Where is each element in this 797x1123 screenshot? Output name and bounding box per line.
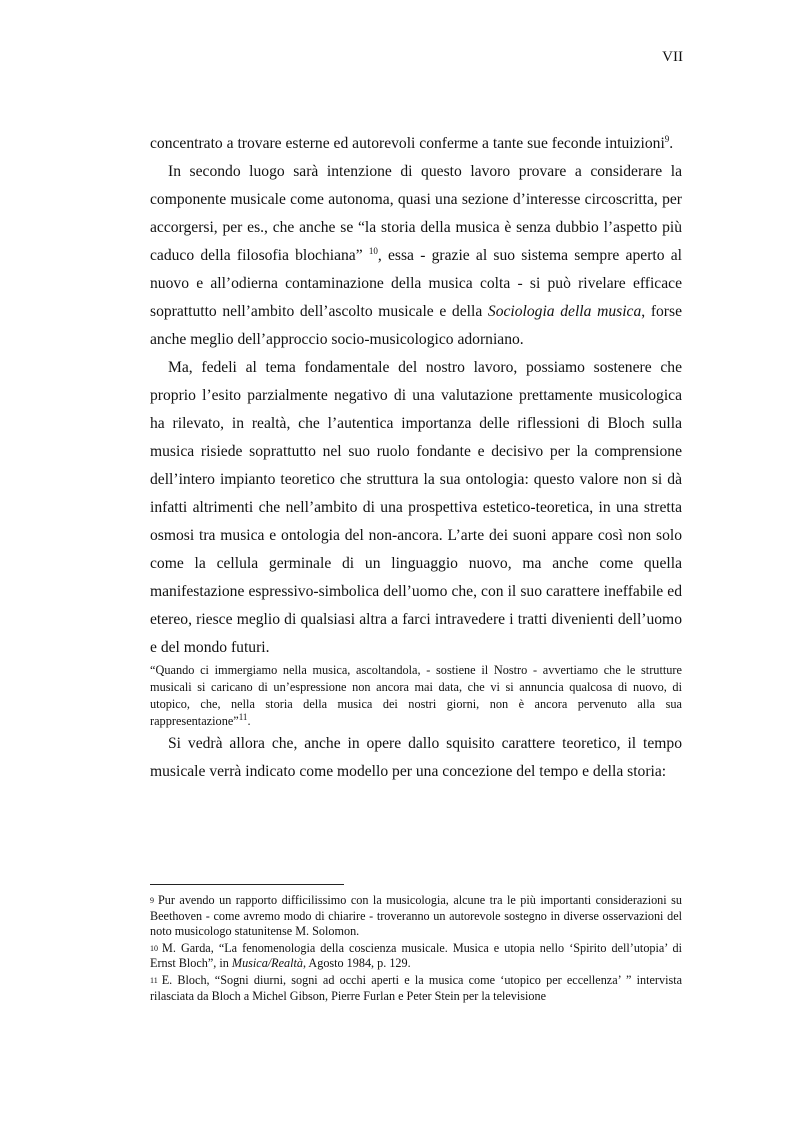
footnote-ref-10: 10	[368, 245, 378, 256]
footnote-divider	[150, 884, 344, 885]
page-number: VII	[662, 49, 683, 65]
footnote-10	[150, 941, 682, 972]
footnote-11-number: 11	[150, 975, 158, 985]
paragraph-1-end: .	[669, 135, 674, 152]
footnote-9-text: Pur avendo un rapporto difficilissimo con la musicologia, alcune tra le più importanti considerazioni su Beethoven - come avremo modo di chiarire - troveranno un autorevole sostegno in diverse osservazioni del noto musicologo statunitense M. Solomon.	[150, 893, 682, 939]
block-quote	[150, 662, 682, 730]
paragraph-1	[150, 130, 682, 158]
paragraph-3: Ma, fedeli al tema fondamentale del nostro lavoro, possiamo sostenere che proprio l’esito parzialmente negativo di una valutazione prettamente musicologica ha rilevato, in realtà, che l’autentica importanza delle riflessioni di Bloch sulla musica risiede soprattutto nel suo ruolo fondante e decisivo per la comprensione dell’intero impianto teoretico che struttura la sua ontologia: questo valore non si dà infatti altrimenti che nell’ambito di una prospettiva estetico-teoretica, in una stretta osmosi tra musica e ontologia del non-ancora. L’arte dei suoni appare così non solo come la cellula germinale di un linguaggio nuovo, ma anche come quella manifestazione espressivo-simbolica dell’uomo che, con il suo carattere ineffabile ed etereo, riesce meglio di qualsiasi altra a farci intravedere i tratti divenienti dell’uomo e del mondo futuri.	[150, 359, 682, 656]
footnotes	[150, 893, 682, 1005]
block-quote-end: .	[247, 714, 251, 728]
paragraph-2	[150, 158, 682, 354]
footnote-ref-9: 9	[664, 133, 670, 144]
main-text	[150, 130, 682, 786]
paragraph-2-text-c: , forse anche meglio dell’approccio socio-musicologico adorniano.	[150, 303, 682, 348]
paragraph-4: Si vedrà allora che, anche in opere dallo squisito carattere teoretico, il tempo musicale verrà indicato come modello per una concezione del tempo e della storia:	[150, 735, 682, 780]
footnote-9-number: 9	[150, 896, 154, 905]
footnote-ref-11: 11	[238, 711, 248, 722]
paragraph-2-italic-title: Sociologia della musica	[487, 303, 642, 320]
footnote-11	[150, 973, 682, 1004]
footnote-10-text-a: M. Garda, “La fenomenologia della coscienza musicale. Musica e utopia nello ‘Spirito dell’utopia’ di Ernst Bloch”, in	[150, 940, 682, 971]
paragraph-1-text: concentrato a trovare esterne ed autorevoli conferme a tante sue feconde intuizioni	[150, 135, 665, 152]
block-quote-text: “Quando ci immergiamo nella musica, ascoltandola, - sostiene il Nostro - avvertiamo che le strutture musicali si caricano di un’espressione non ancora mai data, che vi si annuncia qualcosa di nuovo, di utopico, che, nella storia della musica dei nostri giorni, non è ancora pervenuto alla sua rappresentazione”	[150, 663, 682, 728]
footnote-10-italic: Musica/Realtà	[231, 956, 303, 971]
footnote-9	[150, 893, 682, 940]
paragraph-2-text-a: In secondo luogo sarà intenzione di questo lavoro provare a considerare la componente musicale come autonoma, quasi una sezione d’interesse circoscritta, per accorgersi, per es., che anche se “la storia della musica è senza dubbio l’aspetto più caduco della filosofia blochiana”	[150, 163, 682, 264]
footnote-11-text: E. Bloch, “Sogni diurni, sogni ad occhi aperti e la musica come ‘utopico per eccellenza’ ” intervista rilasciata da Bloch a Michel Gibson, Pierre Furlan e Peter Stein per la televisione	[150, 972, 682, 1003]
paragraph-2-text-b: , essa - grazie al suo sistema sempre aperto al nuovo e all’odierna contaminazione della musica colta - si può rivelare efficace soprattutto nell’ambito dell’ascolto musicale e della	[150, 247, 682, 320]
footnote-10-text-b: , Agosto 1984, p. 129.	[303, 956, 411, 971]
footnote-10-number: 10	[150, 943, 158, 953]
